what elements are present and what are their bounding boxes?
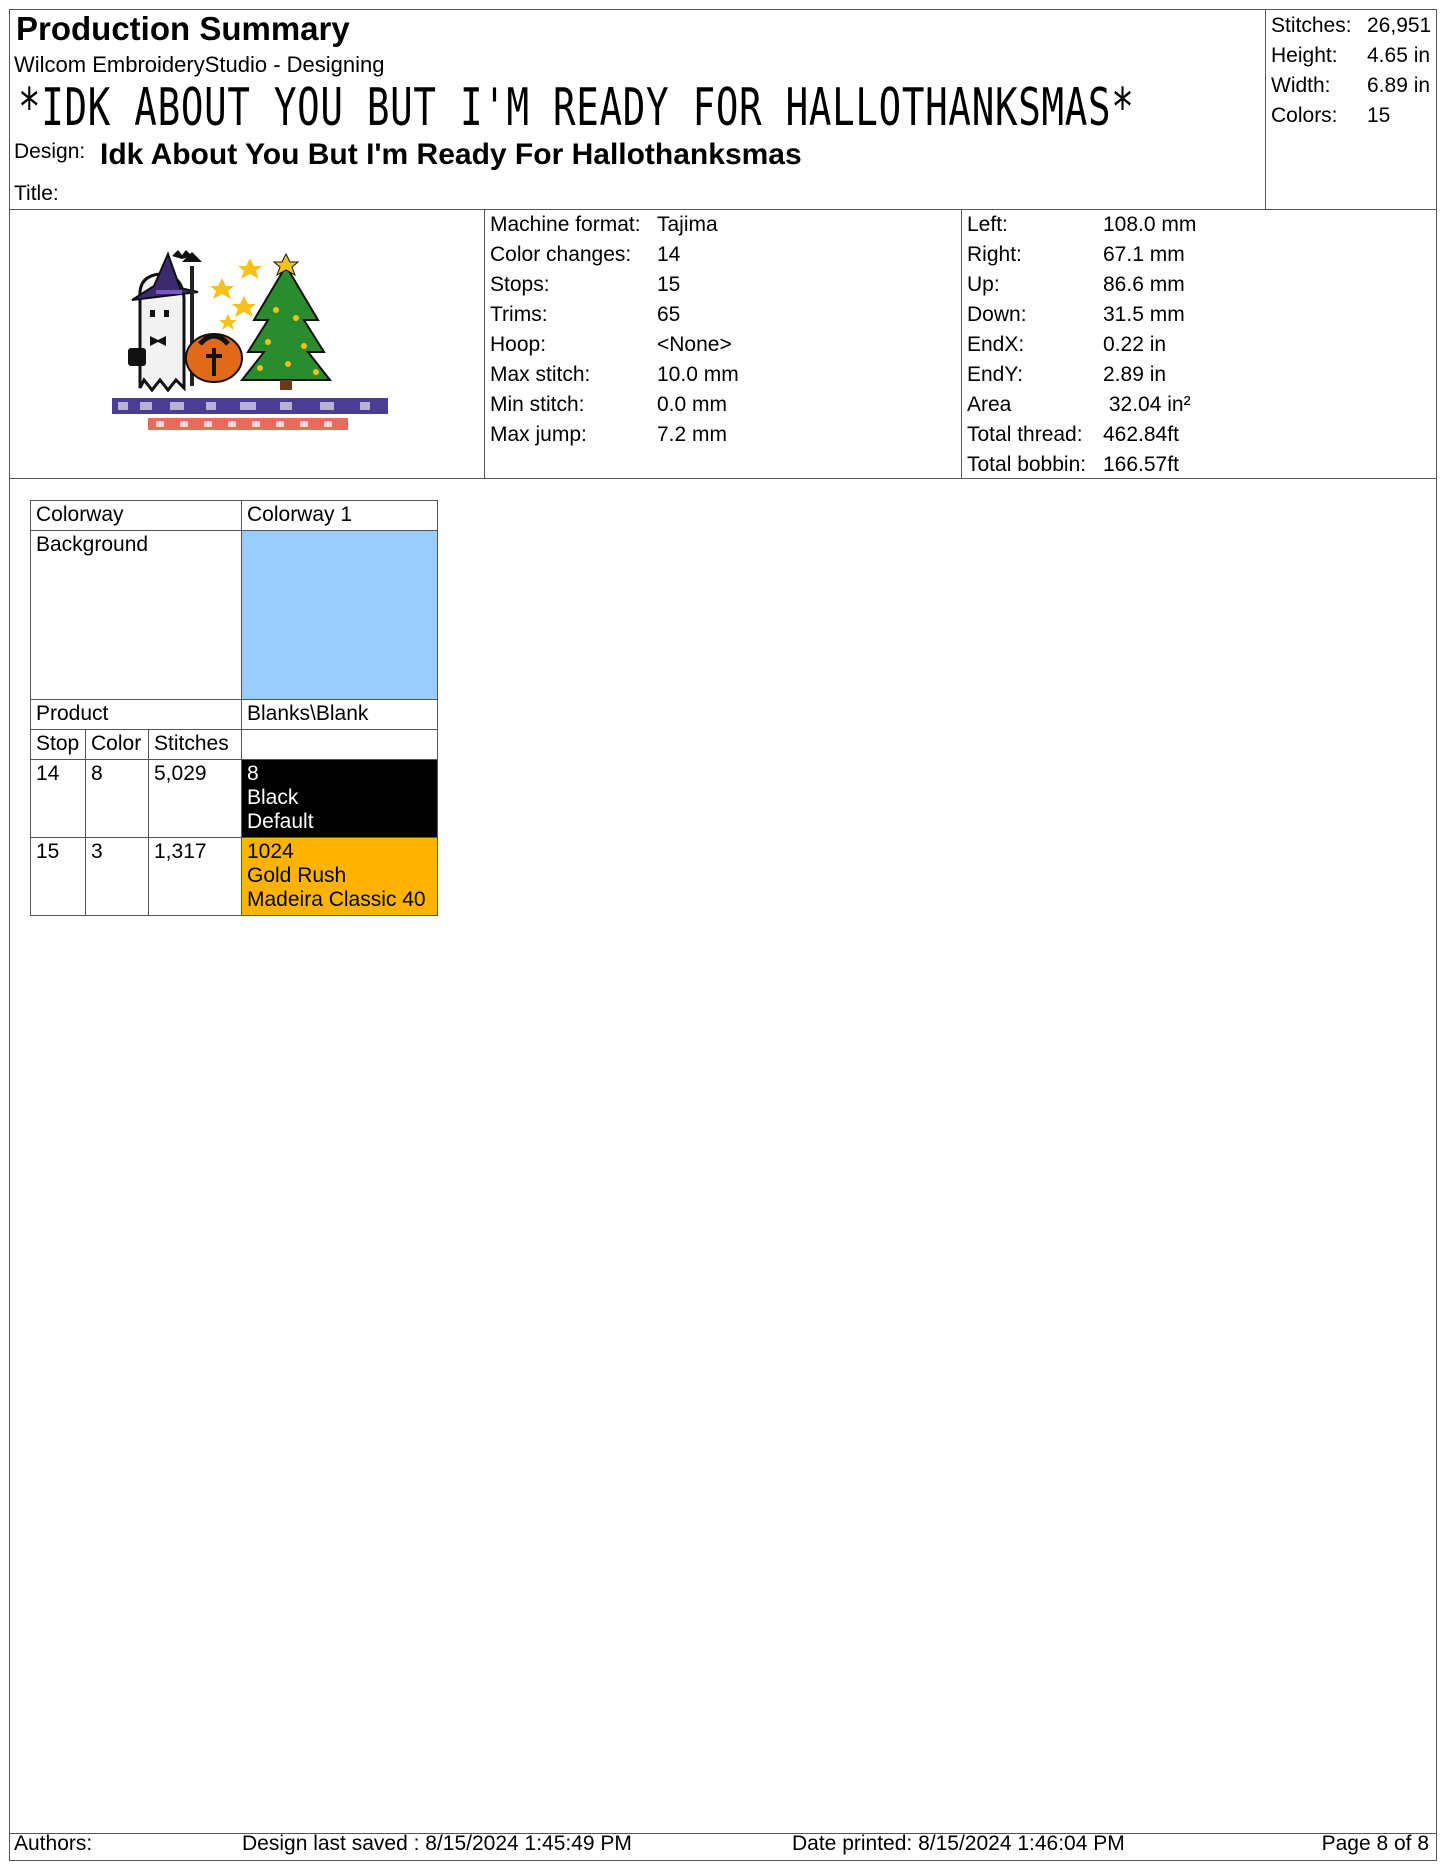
extents-divider (961, 209, 962, 478)
summary-label: Stitches: (1271, 14, 1352, 37)
product-value: Blanks\Blank (242, 700, 438, 730)
summary-labels (1271, 11, 1352, 131)
footer-divider (9, 1833, 1437, 1834)
summary-label: Colors: (1271, 104, 1338, 127)
thread-code: 1024 (247, 840, 294, 863)
extents-label: Total bobbin: (967, 453, 1087, 476)
machine-value: 14 (657, 243, 681, 266)
info-divider (9, 478, 1437, 479)
extents-label: Down: (967, 303, 1027, 326)
footer-authors: Authors: (14, 1832, 93, 1855)
column-header-row (31, 730, 438, 760)
extents-label: Right: (967, 243, 1022, 266)
thread-name: Black (247, 786, 299, 809)
stitches-cell: 1,317 (149, 838, 242, 916)
summary-value: 4.65 in (1367, 44, 1431, 67)
summary-values (1367, 11, 1431, 131)
machine-labels (490, 210, 641, 450)
extents-label: Area (967, 393, 1012, 416)
extents-label: Total thread: (967, 423, 1083, 446)
machine-label: Trims: (490, 303, 548, 326)
summary-value: 15 (1367, 104, 1391, 127)
extents-labels (967, 210, 1086, 480)
background-label: Background (31, 531, 242, 700)
extents-value: 32.04 in² (1103, 393, 1191, 416)
stitches-cell: 5,029 (149, 760, 242, 838)
colorway-header-row (31, 501, 438, 531)
title-label: Title: (14, 182, 59, 205)
page-title: Production Summary (16, 10, 350, 47)
extents-value: 2.89 in (1103, 363, 1167, 386)
thread-code: 8 (247, 762, 259, 785)
column-stop: Stop (31, 730, 86, 760)
thread-swatch (242, 838, 438, 916)
colorway-table (30, 500, 438, 916)
extents-value: 67.1 mm (1103, 243, 1185, 266)
extents-value: 462.84ft (1103, 423, 1179, 446)
machine-label: Hoop: (490, 333, 547, 356)
colorway-label: Colorway (31, 501, 242, 531)
background-row (31, 531, 438, 700)
app-name: Wilcom EmbroideryStudio - Designing (14, 52, 385, 77)
extents-value: 0.22 in (1103, 333, 1167, 356)
extents-value: 166.57ft (1103, 453, 1179, 476)
stop-cell: 15 (31, 838, 86, 916)
thread-brand: Madeira Classic 40 (247, 888, 426, 911)
extents-value: 86.6 mm (1103, 273, 1185, 296)
color-cell: 8 (86, 760, 149, 838)
machine-values (657, 210, 739, 450)
summary-label: Height: (1271, 44, 1338, 67)
stop-cell: 14 (31, 760, 86, 838)
machine-label: Color changes: (490, 243, 632, 266)
machine-label: Machine format: (490, 213, 641, 236)
machine-value: 10.0 mm (657, 363, 739, 386)
machine-value: 7.2 mm (657, 423, 728, 446)
extents-label: Left: (967, 213, 1008, 236)
extents-label: EndX: (967, 333, 1025, 356)
design-text: *IDK ABOUT YOU BUT I'M READY FOR HALLOTHANKSMAS* (18, 78, 1135, 138)
product-label: Product (31, 700, 242, 730)
footer-page: Page 8 of 8 (1321, 1832, 1429, 1855)
design-preview (110, 248, 390, 438)
table-row (31, 838, 438, 916)
summary-divider (1265, 9, 1266, 209)
extents-values (1103, 210, 1196, 480)
thread-name: Gold Rush (247, 864, 347, 887)
design-label: Design: (14, 140, 86, 163)
table-row (31, 760, 438, 838)
color-cell: 3 (86, 838, 149, 916)
summary-label: Width: (1271, 74, 1331, 97)
column-stitches: Stitches (149, 730, 242, 760)
machine-value: 65 (657, 303, 681, 326)
design-preview-image (110, 248, 390, 438)
footer-printed: Date printed: 8/15/2024 1:46:04 PM (792, 1832, 1125, 1855)
product-row (31, 700, 438, 730)
column-thread (242, 730, 438, 760)
extents-label: Up: (967, 273, 1000, 296)
column-color: Color (86, 730, 149, 760)
summary-value: 26,951 (1367, 14, 1432, 37)
machine-label: Stops: (490, 273, 550, 296)
machine-value: 15 (657, 273, 681, 296)
machine-value: 0.0 mm (657, 393, 728, 416)
machine-label: Max stitch: (490, 363, 591, 386)
machine-label: Max jump: (490, 423, 587, 446)
extents-value: 108.0 mm (1103, 213, 1197, 236)
summary-value: 6.89 in (1367, 74, 1431, 97)
extents-value: 31.5 mm (1103, 303, 1185, 326)
thread-brand: Default (247, 810, 314, 833)
colorway-name: Colorway 1 (242, 501, 438, 531)
extents-label: EndY: (967, 363, 1024, 386)
machine-divider (484, 209, 485, 478)
machine-value: <None> (657, 333, 732, 356)
machine-label: Min stitch: (490, 393, 585, 416)
background-swatch (242, 531, 438, 700)
machine-value: Tajima (657, 213, 718, 236)
thread-swatch (242, 760, 438, 838)
footer-saved: Design last saved : 8/15/2024 1:45:49 PM (242, 1832, 632, 1855)
design-name: Idk About You But I'm Ready For Hallothanksmas (100, 138, 802, 171)
